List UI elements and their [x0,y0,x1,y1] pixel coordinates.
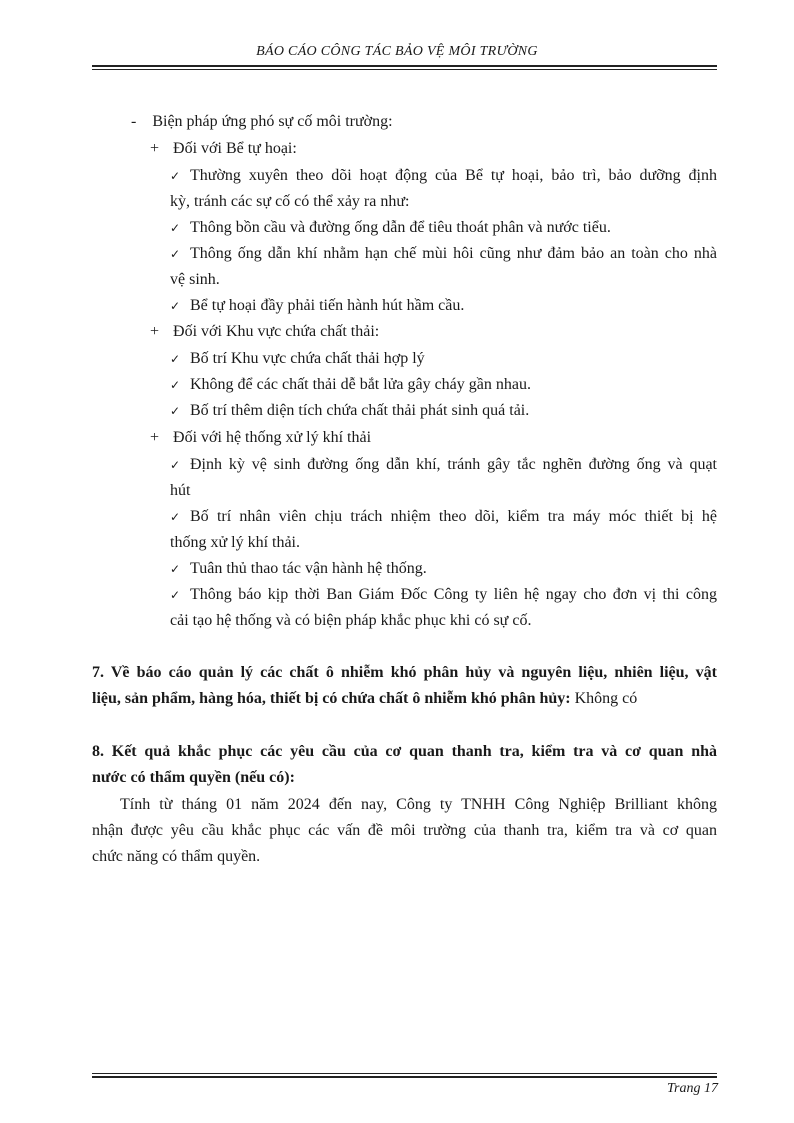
septic-item-1-line-2: kỳ, tránh các sự cố có thể xảy ra như: [170,193,410,210]
section-7-answer: Không có [574,690,638,707]
check-icon: ✓ [170,378,181,392]
septic-item-3-line-1: ✓ Thông ống dẫn khí nhằm hạn chế mùi hôi cũng như đảm bảo an toàn cho nhà [170,245,717,262]
check-icon: ✓ [170,352,181,366]
section-8-heading-line-1: 8. Kết quả khắc phục các yêu cầu của cơ quan thanh tra, kiểm tra và cơ quan nhà [92,743,717,760]
section-8-heading-line-2: nước có thẩm quyền (nếu có): [92,769,295,786]
check-icon: ✓ [170,247,181,261]
waste-heading-row [150,322,379,342]
septic-item-1-line-1: ✓ Thường xuyên theo dõi hoạt động của Bể tự hoại, bảo trì, bảo dưỡng định [170,167,717,184]
exhaust-item-1-line-2: hút [170,482,191,499]
footer-rule-thin [92,1073,717,1074]
waste-item-2: ✓ Không để các chất thải dễ bắt lửa gây cháy gần nhau. [170,376,531,393]
waste-item-1: ✓ Bố trí Khu vực chứa chất thải hợp lý [170,350,425,367]
check-icon: ✓ [170,221,181,235]
check-icon: ✓ [170,458,181,472]
check-icon: ✓ [170,299,181,313]
plus-bullet: + [150,140,160,157]
section-8-paragraph-line-3: chức năng có thẩm quyền. [92,848,261,865]
check-icon: ✓ [170,404,181,418]
report-title: BÁO CÁO CÔNG TÁC BẢO VỆ MÔI TRƯỜNG [256,44,538,59]
exhaust-heading: Đối với hệ thống xử lý khí thải [173,429,372,446]
septic-item-4: ✓ Bể tự hoại đầy phải tiến hành hút hầm cầu. [170,297,465,314]
exhaust-item-2-line-2: thống xử lý khí thải. [170,534,300,551]
exhaust-item-2-line-1: ✓ Bố trí nhân viên chịu trách nhiệm theo dõi, kiểm tra máy móc thiết bị hệ [170,508,717,525]
dash-bullet: - [131,113,137,130]
page-number: Trang 17 [667,1081,718,1096]
waste-item-3: ✓ Bố trí thêm diện tích chứa chất thải phát sinh quá tải. [170,402,530,419]
septic-item-2: ✓ Thông bồn cầu và đường ống dẫn để tiêu thoát phân và nước tiểu. [170,219,611,236]
septic-heading: Đối với Bể tự hoại: [173,140,297,157]
footer-rule-thick [92,1076,717,1078]
check-icon: ✓ [170,169,181,183]
check-icon: ✓ [170,562,181,576]
plus-bullet: + [150,323,160,340]
exhaust-item-4-line-1: ✓ Thông báo kịp thời Ban Giám Đốc Công ty liên hệ ngay cho đơn vị thi công [170,586,717,603]
waste-heading: Đối với Khu vực chứa chất thải: [173,323,380,340]
septic-item-3-line-2: vệ sinh. [170,271,220,288]
header-rule-thin [92,69,717,70]
exhaust-heading-row [150,428,371,448]
header-rule-thick [92,65,717,67]
section-8-paragraph-line-1: Tính từ tháng 01 năm 2024 đến nay, Công ty TNHH Công Nghiệp Brilliant không [120,796,717,813]
exhaust-item-1-line-1: ✓ Định kỳ vệ sinh đường ống dẫn khí, tránh gây tắc nghẽn đường ống và quạt [170,456,717,473]
septic-heading-row [150,139,297,159]
measures-heading-row [131,112,393,132]
section-7-heading-line-2: liệu, sản phẩm, hàng hóa, thiết bị có chứa chất ô nhiễm khó phân hủy: Không có [92,690,638,707]
check-icon: ✓ [170,510,181,524]
exhaust-item-3: ✓ Tuân thủ thao tác vận hành hệ thống. [170,560,427,577]
exhaust-item-4-line-2: cải tạo hệ thống và có biện pháp khắc phục khi có sự cố. [170,612,532,629]
check-icon: ✓ [170,588,181,602]
measures-heading: Biện pháp ứng phó sự cố môi trường: [152,113,393,130]
section-7-heading-line-1: 7. Về báo cáo quản lý các chất ô nhiễm khó phân hủy và nguyên liệu, nhiên liệu, vật [92,664,717,681]
section-8-paragraph-line-2: nhận được yêu cầu khắc phục các vấn đề môi trường của thanh tra, kiểm tra và cơ quan [92,822,717,839]
plus-bullet: + [150,429,160,446]
